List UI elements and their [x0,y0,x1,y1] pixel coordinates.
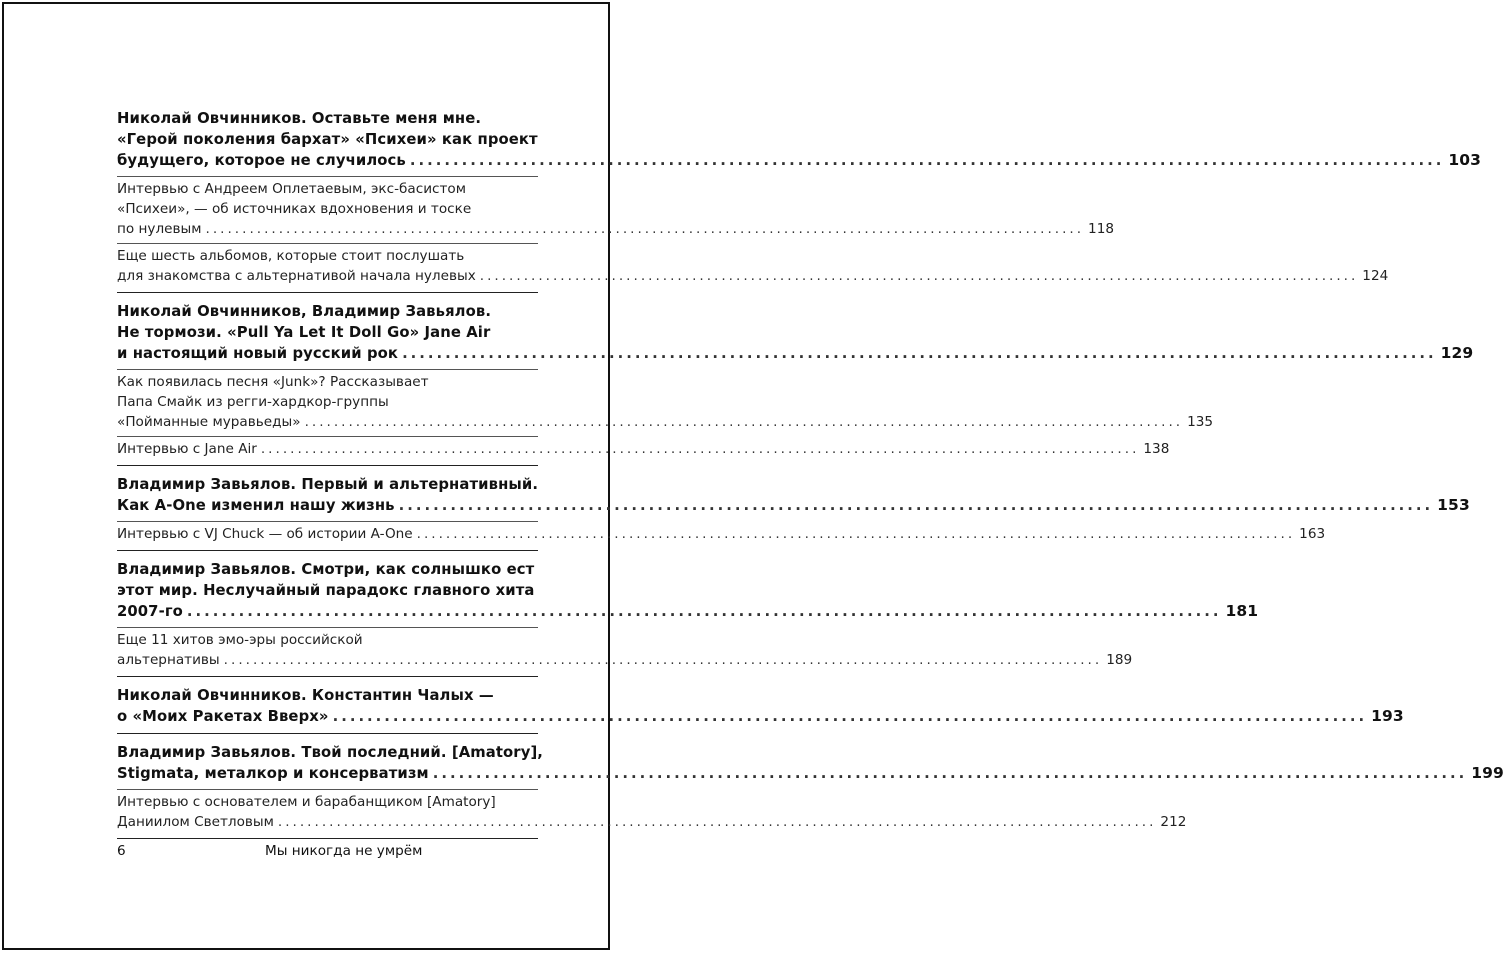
toc-line [117,559,538,580]
toc-line [117,372,538,392]
page-footer [117,843,538,863]
toc-subentry [117,436,1170,459]
dot-leader: ........................................................................................................................ [260,441,1140,457]
toc-line [117,301,538,322]
toc-chapter-entry [117,474,1470,516]
dot-leader: ........................................................................................................................ [223,652,1103,668]
toc-line [117,343,1474,364]
dot-leader: ........................................................................................................................ [402,345,1437,362]
toc-line [117,150,1482,171]
toc-chapter-entry [117,742,1504,784]
toc-page-number: 193 [1371,707,1404,725]
toc-line [117,630,538,650]
toc-line-text: Владимир Завьялов. Первый и альтернативный. [117,476,539,493]
dot-leader: ........................................................................................................................ [304,414,1184,430]
toc-line [117,812,1187,832]
toc-line-text: и настоящий новый русский рок [117,345,399,362]
toc-page-number: 103 [1448,151,1482,169]
toc-line [117,601,1259,622]
toc-line-text: Как появилась песня «Junk»? Рассказывает [117,374,429,390]
toc-line [117,706,1404,727]
toc-line-text: 2007-го [117,603,183,620]
toc-line-text: «Герой поколения бархат» «Психеи» как проект [117,131,538,148]
toc-line-text: Николай Овчинников. Константин Чалых — [117,687,494,704]
toc-line-text: этот мир. Неслучайный парадокс главного хита [117,582,535,599]
toc-line-text: Владимир Завьялов. Смотри, как солнышко ест [117,561,535,578]
toc-line-text: Папа Смайк из регги-хардкор-группы [117,394,389,410]
toc-line-text: Даниилом Светловым [117,814,274,830]
toc-page-number: 153 [1437,496,1470,514]
toc-line [117,763,1504,784]
toc-line-text: по нулевым [117,221,202,237]
toc-line [117,246,538,266]
toc-page-number: 138 [1143,441,1170,457]
toc-line [117,474,538,495]
toc-line-text: «Психеи», — об источниках вдохновения и тоске [117,201,472,217]
toc-subentry [117,627,1133,670]
toc-line-text: Еще 11 хитов эмо-эры российской [117,632,363,648]
toc-line-text: для знакомства с альтернативой начала нулевых [117,268,476,284]
toc-section [117,301,1474,466]
toc-line [117,524,1326,544]
dot-leader: ........................................................................................................................ [332,708,1368,725]
toc-section [117,559,1259,677]
dot-leader: ........................................................................................................................ [479,268,1359,284]
toc-line [117,650,1133,670]
toc-line-text: будущего, которое не случилось [117,152,406,169]
dot-leader: ........................................................................................................................ [277,814,1157,830]
toc-line-text: Интервью с основателем и барабанщиком [Amatory] [117,794,496,810]
toc-subentry [117,789,1187,832]
toc-line [117,108,538,129]
toc-subentry [117,243,1389,286]
toc-line [117,685,538,706]
toc-line-text: Интервью с VJ Chuck — об истории A-One [117,526,413,542]
toc-page-number: 135 [1187,414,1214,430]
toc-line [117,179,538,199]
toc-line [117,199,538,219]
toc-line-text: Николай Овчинников, Владимир Завьялов. [117,303,492,320]
toc-page-number: 124 [1362,268,1389,284]
toc-line-text: Еще шесть альбомов, которые стоит послушать [117,248,465,264]
toc-line [117,392,538,412]
toc-line-text: «Пойманные муравьеды» [117,414,301,430]
toc-line-text: Не тормози. «Pull Ya Let It Doll Go» Jane Air [117,324,491,341]
toc-subentry [117,521,1326,544]
toc-section [117,108,1482,293]
toc-line [117,495,1470,516]
page-number: 6 [117,843,126,859]
toc-page-number: 212 [1160,814,1187,830]
dot-leader: ........................................................................................................................ [432,765,1468,782]
toc-line-text: Stigmata, металкор и консерватизм [117,765,429,782]
toc-section [117,742,1504,839]
toc-line-text: альтернативы [117,652,220,668]
toc-line [117,412,1214,432]
dot-leader: ........................................................................................................................ [409,152,1445,169]
toc-line [117,439,1170,459]
toc-section [117,474,1470,551]
toc-line-text: Владимир Завьялов. Твой последний. [Amatory], [117,744,544,761]
toc-page-number: 163 [1299,526,1326,542]
dot-leader: ........................................................................................................................ [205,221,1085,237]
toc-line [117,266,1389,286]
toc-line [117,580,538,601]
toc-page-number: 189 [1106,652,1133,668]
running-head: Мы никогда не умрём [265,843,423,859]
toc-chapter-entry [117,108,1482,171]
toc-page-number: 118 [1088,221,1114,237]
toc-page-number: 129 [1440,344,1474,362]
toc-subentry [117,176,1114,239]
toc-section [117,685,1404,734]
dot-leader: ........................................................................................................................ [398,497,1434,514]
toc-line [117,742,544,763]
toc-line-text: Интервью с Андреем Оплетаевым, экс-басистом [117,181,466,197]
toc-line-text: Николай Овчинников. Оставьте меня мне. [117,110,482,127]
toc-line-text: Как A-One изменил нашу жизнь [117,497,395,514]
toc-chapter-entry [117,559,1259,622]
dot-leader: ........................................................................................................................ [186,603,1222,620]
dot-leader: ........................................................................................................................ [416,526,1296,542]
toc-line [117,129,538,150]
toc-line [117,219,1114,239]
table-of-contents [117,108,1504,847]
toc-chapter-entry [117,685,1404,727]
toc-page-number: 181 [1225,602,1259,620]
toc-subentry [117,369,1214,432]
toc-chapter-entry [117,301,1474,364]
toc-line-text: о «Моих Ракетах Вверх» [117,708,329,725]
toc-line-text: Интервью с Jane Air [117,441,257,457]
toc-line [117,322,538,343]
toc-line [117,792,538,812]
toc-page-number: 199 [1471,764,1504,782]
